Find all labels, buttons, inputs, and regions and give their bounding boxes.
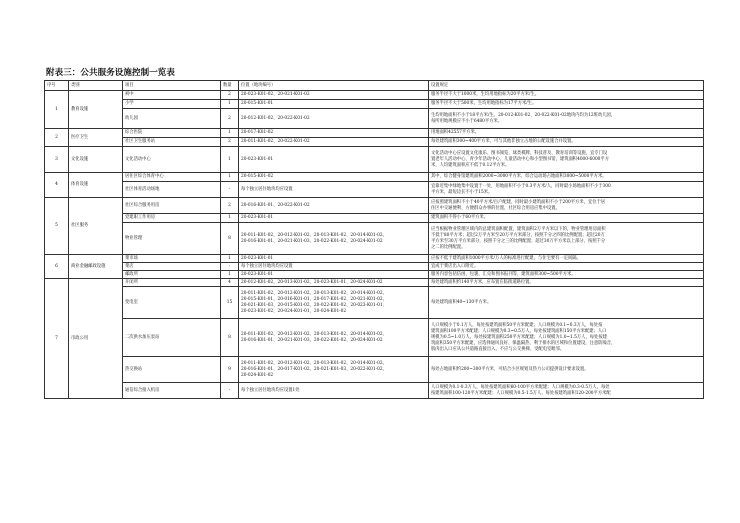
table-row — [45, 357, 704, 383]
item-quantity: 1 — [221, 271, 239, 279]
group-category: 文化设施 — [69, 147, 123, 173]
item-name: 二次供水加压泵站 — [123, 319, 221, 357]
facility-table — [44, 80, 704, 399]
item-name: 社区综合服务用房 — [123, 198, 221, 214]
location-line: 每个独立居住地块均应设置 — [241, 186, 293, 192]
rule-line: 生均用地面积不小于18平方米/生，20-012-K01-02、20-022-K01-02地块内均为12班幼儿园， — [431, 112, 616, 118]
table-row — [45, 173, 704, 182]
item-rule — [429, 138, 704, 147]
item-quantity: 2 — [221, 109, 239, 129]
location-line: 20-021-K01-03、20-015-K01-02、20-022-K01-02、20-023-K01-01、 — [241, 302, 387, 308]
item-quantity: - — [221, 383, 239, 399]
item-name: 变电室 — [123, 287, 221, 319]
item-location — [239, 91, 429, 100]
location-line: 20-012-K01-02、20-022-K01-02 — [241, 115, 310, 121]
item-location — [239, 319, 429, 357]
rule-line: 不低于80平方米；超过2万平方米至20万平方米部分，按照千分之四的比例配置；超过20万 — [431, 232, 605, 238]
item-location — [239, 271, 429, 279]
table-row — [45, 214, 704, 223]
rule-line: 筑面积350平方米配建，应选择通风良好、保温隔热、利于排水的区域和位置建设，注意防噪音， — [431, 340, 616, 346]
item-quantity: 9 — [221, 357, 239, 383]
header-category: 类别 — [69, 81, 123, 91]
item-quantity: 15 — [221, 287, 239, 319]
item-quantity: - — [221, 263, 239, 271]
item-quantity: 1 — [221, 100, 239, 109]
location-line: 20-023-K01-01 — [241, 156, 274, 162]
item-name: 通信综合接入机房 — [123, 383, 221, 399]
location-line: 20-023-K01-02、20-021-K01-02 — [241, 92, 310, 97]
table-row — [45, 147, 704, 173]
item-name: 幼儿园 — [123, 109, 221, 129]
item-rule — [429, 279, 704, 287]
group-number: 1 — [45, 91, 69, 129]
location-line: 20-016-K01-01、20-022-K01-02 — [241, 202, 310, 208]
item-name: 初中 — [123, 91, 221, 100]
rule-line: 服务半径不大于500米，生均用地指标为17平方米/生。 — [431, 101, 537, 106]
table-row — [45, 109, 704, 129]
location-line: 20-011-K01-02、20-012-K01-02、20-013-K01-02、20-014-K01-02、 — [241, 290, 387, 296]
location-line: 20-015-K01-01 — [241, 101, 274, 106]
table-row — [45, 91, 704, 100]
rule-line: 建筑面积100平方米配建；人口规模为0.3~0.5万人，每处按建筑面积150平方米配建；人口 — [431, 328, 607, 334]
item-quantity: 1 — [221, 173, 239, 182]
page-title: 附表三：公共服务设施控制一览表 — [46, 68, 176, 78]
item-quantity: - — [221, 182, 239, 198]
rule-line: 每处建筑面积300~400平方米，可与其他非独立占地的公配设施合并设置。 — [431, 139, 576, 144]
rule-line: 人口规模为0.1-0.3万人，每处按建筑面积60-100平方米配建；人口规模为0.3-0.5万人，每处 — [431, 384, 610, 390]
group-number: 5 — [45, 198, 69, 255]
rule-line: 之二的比例配置。 — [431, 244, 466, 250]
group-category: 社区服务 — [69, 198, 123, 255]
item-name: 居住区综合体育中心 — [123, 173, 221, 182]
group-category: 教育设施 — [69, 91, 123, 129]
rule-line: 平方米，最短边长不小于15米。 — [431, 189, 493, 195]
item-rule — [429, 357, 704, 383]
item-name: 开闭所 — [123, 279, 221, 287]
item-quantity: 1 — [221, 129, 239, 138]
rule-line: 平方米至30万平方米部分，按照千分之三的比例配置；超过30万平方米以上部分，按照千分 — [431, 238, 606, 244]
item-location — [239, 138, 429, 147]
item-location — [239, 182, 429, 198]
location-line: 20-017-K01-02 — [241, 130, 274, 135]
header-location: 位置（地块编号） — [239, 81, 429, 91]
item-rule — [429, 214, 704, 223]
item-name: 党建职工作用房 — [123, 214, 221, 223]
rule-line: 宜靠近集中绿地集中设置于一处，用地面积不小于0.3平方米/人，同时最小场地面积不小于300 — [431, 183, 611, 189]
item-rule — [429, 383, 704, 399]
location-line: 20-015-K01-01、20-016-K01-01、20-017-K01-02、20-021-K01-02、 — [241, 296, 387, 302]
item-rule — [429, 255, 704, 263]
rule-line: 每处建筑面积40~130平方米。 — [431, 299, 492, 305]
item-location — [239, 279, 429, 287]
rule-line: 宜成于菜店出入口附近。 — [431, 263, 479, 269]
item-quantity: 1 — [221, 255, 239, 263]
group-number: 4 — [45, 173, 69, 198]
item-quantity: 1 — [221, 147, 239, 173]
table-row — [45, 271, 704, 279]
item-location — [239, 100, 429, 109]
table-row — [45, 319, 704, 357]
item-location — [239, 173, 429, 182]
item-location — [239, 263, 429, 271]
item-name: 邮政所 — [123, 271, 221, 279]
item-location — [239, 198, 429, 214]
item-location — [239, 129, 429, 138]
location-line: 每个独立居住地块均应设置1处 — [241, 387, 300, 393]
location-line: 20-011-K01-02、20-012-K01-02、20-013-K01-02、20-014-K01-02、 — [241, 331, 387, 337]
item-name: 文化活动中心 — [123, 147, 221, 173]
item-name: 小学 — [123, 100, 221, 109]
item-rule — [429, 129, 704, 138]
table-row — [45, 198, 704, 214]
table-row — [45, 279, 704, 287]
item-location — [239, 223, 429, 255]
location-line: 20-011-K01-02、20-012-K01-02、20-013-K01-02、20-014-K01-02、 — [241, 232, 387, 238]
rule-line: 其中，综合健身馆建筑面积2000~3000平方米，综合运动场占地面积3000~5000平方米。 — [431, 174, 607, 179]
table-row — [45, 287, 704, 319]
item-rule — [429, 319, 704, 357]
item-rule — [429, 223, 704, 255]
table-row — [45, 129, 704, 138]
item-rule — [429, 263, 704, 271]
item-rule — [429, 173, 704, 182]
header-no: 序号 — [45, 81, 69, 91]
rule-line: 文化活动中心应设置文化康乐、图书阅览、球类棋牌、科技普及、教育培训等设施，宜专门设 — [431, 150, 608, 156]
location-line: 20-011-K01-02、20-022-K01-02 — [241, 139, 310, 144]
rule-line: 规模为0.5~1.0万人，每处按建筑面积250平方米配建；人口规模为1.0~1.5万人，每处按建 — [431, 334, 607, 340]
table-row — [45, 182, 704, 198]
rule-line: 应当根据物业管理区域内的总建筑面积配置，建筑面积2万平方米以下的，物业管理用房面积 — [431, 226, 606, 232]
location-line: 20-016-K01-01、20-021-K01-03、20-022-K01-02、20-024-K01-02 — [241, 238, 383, 244]
item-quantity: 1 — [221, 214, 239, 223]
item-quantity: 4 — [221, 279, 239, 287]
header-qty: 数量 — [221, 81, 239, 91]
location-line: 20-023-K01-01 — [241, 271, 274, 277]
item-name: 综合医院 — [123, 129, 221, 138]
table-row — [45, 138, 704, 147]
item-location — [239, 357, 429, 383]
table-row — [45, 263, 704, 271]
group-category: 商业金融邮政设施 — [69, 255, 123, 279]
item-rule — [429, 91, 704, 100]
header-rule: 设置规定 — [429, 81, 704, 91]
item-rule — [429, 109, 704, 129]
rule-line: 每所用地规模应不小于6480平方米。 — [431, 118, 503, 124]
item-name: 热交换站 — [123, 357, 221, 383]
item-location — [239, 109, 429, 129]
group-number: 2 — [45, 129, 69, 147]
rule-line: 肌肉出入口应从公共道路直接出入，不应与公交换梯、受配电室毗邻。 — [431, 346, 565, 352]
location-line: 20-016-K01-01、20-017-K01-02、20-021-K01-03、20-022-K01-02、 — [241, 366, 387, 372]
item-location — [239, 214, 429, 223]
header-item: 项目 — [123, 81, 221, 91]
location-line: 20-024-K01-02 — [241, 372, 274, 378]
rule-line: 建筑面积不得小于60平方米。 — [431, 215, 489, 220]
item-quantity: 2 — [221, 138, 239, 147]
table-row — [45, 255, 704, 263]
location-line: 20-015-K01-02 — [241, 174, 274, 179]
group-category: 医疗卫生 — [69, 129, 123, 147]
item-name: 菜店 — [123, 263, 221, 271]
item-location — [239, 383, 429, 399]
group-number: 3 — [45, 147, 69, 173]
group-category: 体育设施 — [69, 173, 123, 198]
group-number: 7 — [45, 279, 69, 399]
rule-line: 住区中交通便利、方便群众办事的位置，社区综合用房应集中设置。 — [431, 205, 560, 211]
table-row — [45, 100, 704, 109]
item-quantity: 8 — [221, 319, 239, 357]
item-location — [239, 287, 429, 319]
item-quantity: 2 — [221, 198, 239, 214]
group-category: 市政公用 — [69, 279, 123, 399]
location-line: 20-011-K01-02、20-012-K01-02、20-013-K01-02、20-014-K01-02、 — [241, 360, 387, 366]
item-rule — [429, 271, 704, 279]
item-location — [239, 255, 429, 263]
rule-line: 置老年人活动中心、青少年活动中心、儿童活动中心和小型图书馆，建筑面积4000-6000平方 — [431, 156, 610, 162]
item-name: 社区卫生服务站 — [123, 138, 221, 147]
rule-line: 每处占地面积约200~300平方米，可结合小区规划及热力公司提供设计要求设置。 — [431, 366, 589, 372]
rule-line: 应按照建筑面积不小于40平方米/百户配建，同时最小建筑面积不小于200平方米，宜位于居 — [431, 199, 606, 205]
group-number: 6 — [45, 255, 69, 279]
table-row — [45, 383, 704, 399]
item-rule — [429, 100, 704, 109]
item-location — [239, 147, 429, 173]
rule-line: 用地面积42557平方米。 — [431, 130, 480, 135]
rule-line: 人口规模小于0.1万人，每处按建筑面积50平方米配建；人口规模为0.1~0.3万人，每处按 — [431, 322, 603, 328]
location-line: 20-023-K01-01 — [241, 215, 274, 220]
item-rule — [429, 198, 704, 214]
item-name: 社区体育活动场地 — [123, 182, 221, 198]
rule-line: 服务内容包括信函、包裹、汇兑和图书报刊等，建筑面积300~500平方米。 — [431, 271, 576, 277]
item-quantity: 8 — [221, 223, 239, 255]
location-line: 20-023-K01-01 — [241, 255, 274, 261]
item-quantity: 2 — [221, 91, 239, 100]
item-rule — [429, 287, 704, 319]
rule-line: 米，人均建筑面积应不低于0.12平方米。 — [431, 162, 510, 168]
location-line: 20-012-K01-02、20-013-K01-02、20-023-K01-01、20-024-K01-02 — [241, 279, 383, 285]
location-line: 20-016-K01-01、20-021-K01-03、20-022-K01-02、20-024-K01-02 — [241, 337, 383, 343]
table-row — [45, 223, 704, 255]
item-rule — [429, 182, 704, 198]
table-header-row — [45, 81, 704, 91]
item-rule — [429, 147, 704, 173]
rule-line: 每处建筑面积约140平方米，应布置在临街道路位置。 — [431, 279, 534, 285]
rule-line: 应按不低于建筑面积1000平方米/万人的标准进行配建，与住宅要有一定间隔。 — [431, 255, 581, 261]
item-name: 菜市场 — [123, 255, 221, 263]
location-line: 20-023-K01-02、20-024-K01-01、20-024-K01-02 — [241, 308, 347, 314]
location-line: 每个独立居住地块均应设置 — [241, 263, 293, 269]
rule-line: 按建筑面积100-120平方米配建；人口规模为0.5-1.5万人，每处按建筑面积120-200平方米配 — [431, 390, 611, 396]
rule-line: 服务半径不大于1000米，生均用地指标为20平方米/生。 — [431, 92, 540, 97]
item-name: 物业管理 — [123, 223, 221, 255]
